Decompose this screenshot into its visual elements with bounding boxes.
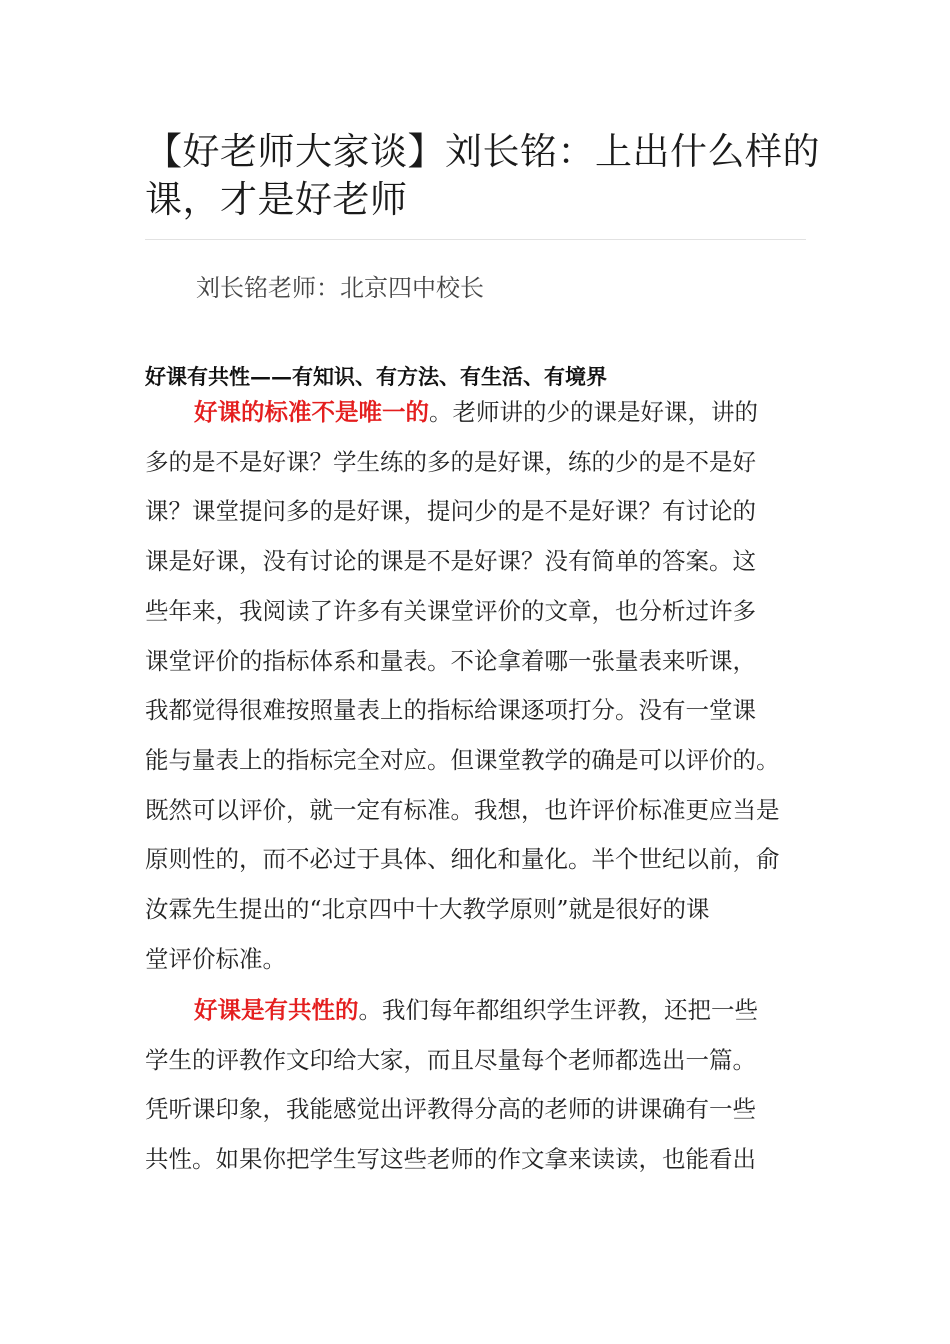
paragraph-text: 。老师讲的少的课是好课，讲的 <box>429 398 758 426</box>
paragraph-line: 课？课堂提问多的是好课，提问少的是不是好课？有讨论的 <box>145 497 756 526</box>
paragraph-line: 课堂评价的指标体系和量表。不论拿着哪一张量表来听课， <box>145 646 756 675</box>
title-divider <box>145 239 806 240</box>
article-title <box>145 128 825 224</box>
paragraph-first-line <box>145 986 845 1036</box>
paragraph-line: 共性。如果你把学生写这些老师的作文拿来读读，也能看出 <box>145 1145 756 1174</box>
paragraph-line: 原则性的，而不必过于具体、细化和量化。半个世纪以前，俞 <box>145 845 780 874</box>
highlighted-lead: 好课的标准不是唯一的 <box>194 398 429 426</box>
paragraph-standards <box>145 388 845 984</box>
paragraph-line: 既然可以评价，就一定有标准。我想，也许评价标准更应当是 <box>145 795 780 824</box>
paragraph-line: 课是好课，没有讨论的课是不是好课？没有简单的答案。这 <box>145 547 756 576</box>
paragraph-commonality <box>145 986 845 1185</box>
paragraph-line: 凭听课印象，我能感觉出评教得分高的老师的讲课确有一些 <box>145 1095 756 1124</box>
title-line: 【好老师大家谈】刘长铭：上出什么样的 <box>145 130 820 173</box>
paragraph-line: 堂评价标准。 <box>145 944 286 973</box>
highlighted-lead: 好课是有共性的 <box>194 996 359 1024</box>
author-line: 刘长铭老师：北京四中校长 <box>196 274 484 302</box>
paragraph-line: 学生的评教作文印给大家，而且尽量每个老师都选出一篇。 <box>145 1045 756 1074</box>
section-heading: 好课有共性——有知识、有方法、有生活、有境界 <box>145 364 607 389</box>
paragraph-line: 些年来，我阅读了许多有关课堂评价的文章，也分析过许多 <box>145 596 756 625</box>
paragraph-line: 汝霖先生提出的“北京四中十大教学原则”就是很好的课 <box>145 895 710 924</box>
paragraph-text: 。我们每年都组织学生评教，还把一些 <box>358 996 758 1024</box>
title-line: 课，才是好老师 <box>145 178 408 221</box>
paragraph-line: 能与量表上的指标完全对应。但课堂教学的确是可以评价的。 <box>145 745 780 774</box>
paragraph-line: 多的是不是好课？学生练的多的是好课，练的少的是不是好 <box>145 447 756 476</box>
paragraph-line: 我都觉得很难按照量表上的指标给课逐项打分。没有一堂课 <box>145 696 756 725</box>
paragraph-first-line <box>145 388 845 438</box>
